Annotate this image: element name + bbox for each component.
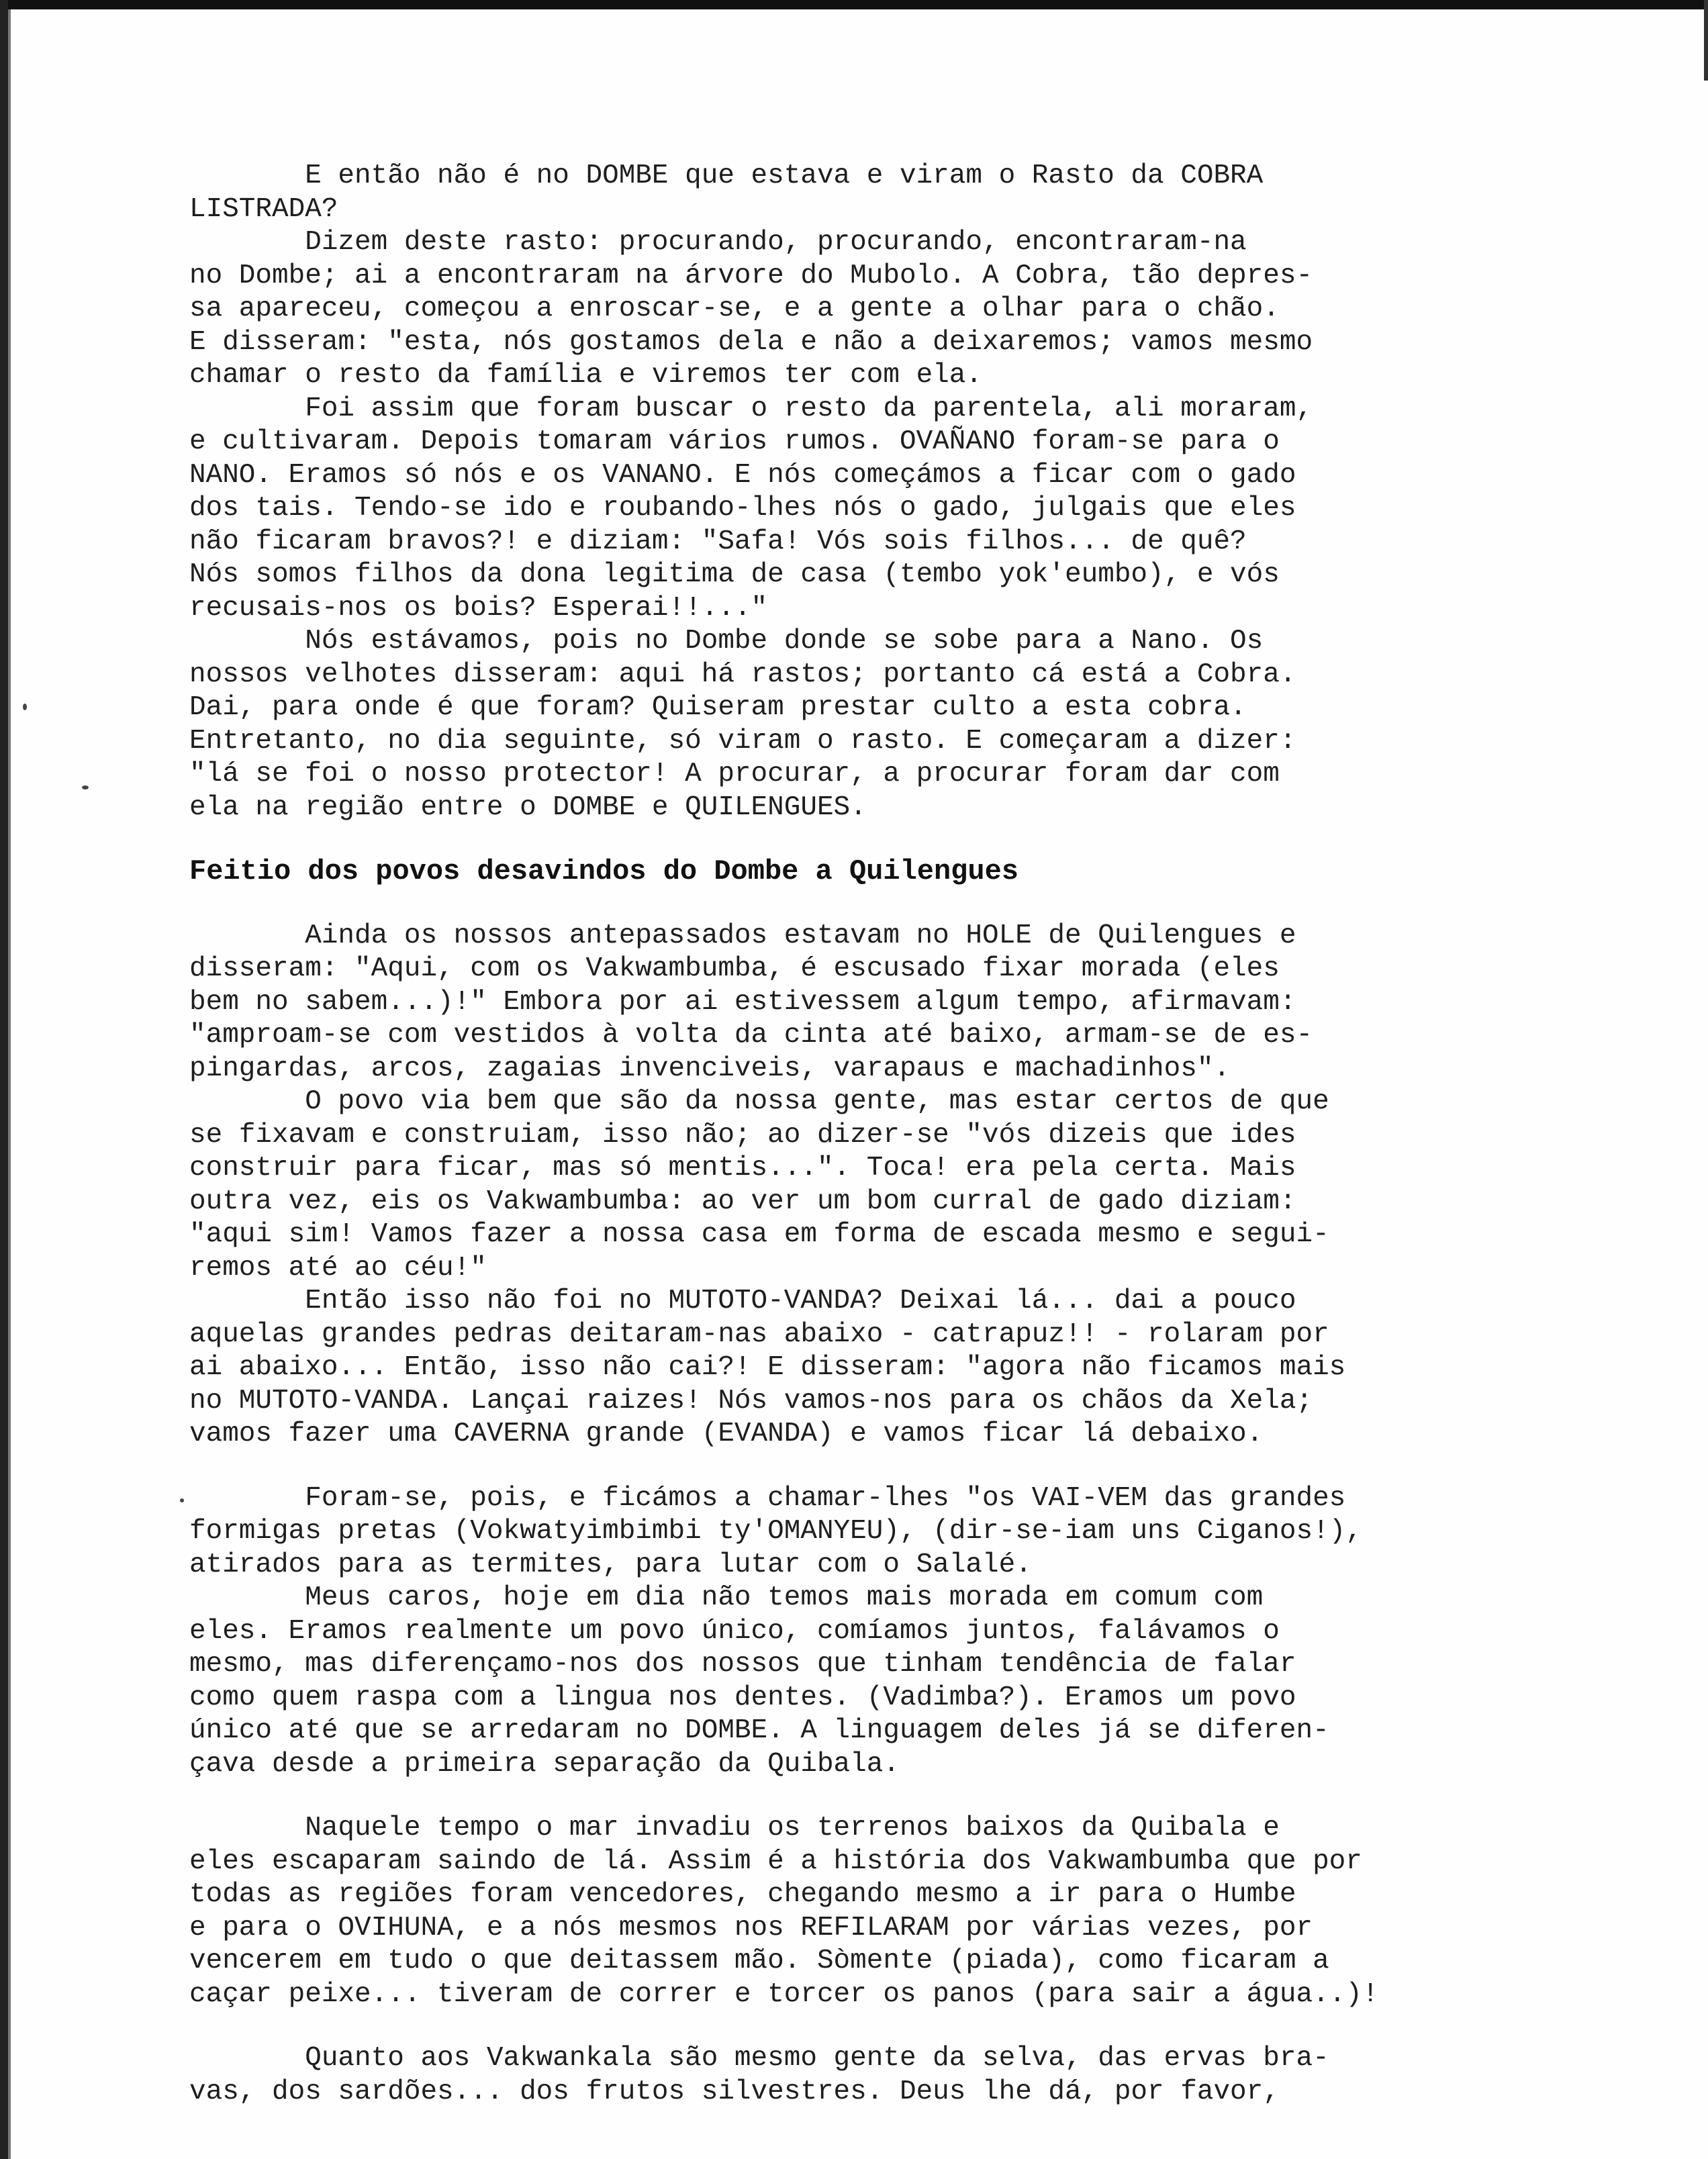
document-body (189, 160, 1653, 2109)
page-top-border (0, 0, 1708, 9)
section-heading: Feitio dos povos desavindos do Dombe a Quilengues (189, 855, 1019, 887)
paragraph: Foi assim que foram buscar o resto da parentela, ali moraram, e cultivaram. Depois tomaram vários rumos. OVAÑANO foram-se para o NANO. Eramos só nós e os VANANO. E nós começámos a ficar com o gado dos tais. Tendo-se ido e roubando-lhes nós o gado, julgais que eles não ficaram bravos?! e diziam: "Safa! Vós sois filhos... de quê? Nós somos filhos da dona legitima de casa (tembo yok'eumbo), e vós recusais-nos os bois? Esperai!!..." (189, 393, 1313, 624)
paragraph: O povo via bem que são da nossa gente, mas estar certos de que se fixavam e construiam, isso não; ao dizer-se "vós dizeis que ides construir para ficar, mas só mentis...". Toca! era pela certa. Mais outra vez, eis os Vakwambumba: ao ver um bom curral de gado diziam: "aqui sim! Vamos fazer a nossa casa em forma de escada mesmo e segui- remos até ao céu!" (189, 1086, 1329, 1284)
scan-speck (23, 704, 27, 710)
paragraph: Quanto aos Vakwankala são mesmo gente da selva, das ervas bra- vas, dos sardões... dos frutos silvestres. Deus lhe dá, por favor, (189, 2043, 1329, 2107)
paragraph: Foram-se, pois, e ficámos a chamar-lhes "os VAI-VEM das grandes formigas pretas (Vokwatyimbimbi ty'OMANYEU), (dir-se-iam uns Ciganos!), atirados para as termites, para lutar com o Salalé. (189, 1482, 1362, 1580)
page-left-border (0, 0, 8, 2159)
paragraph: Meus caros, hoje em dia não temos mais morada em comum com eles. Eramos realmente um povo único, comíamos juntos, falávamos o mesmo, mas diferençamo-nos dos nossos que tinham tendência de falar como quem raspa com a lingua nos dentes. (Vadimba?). Eramos um povo único até que se arredaram no DOMBE. A linguagem deles já se diferen- çava desde a primeira separação da Quibala. (189, 1582, 1329, 1780)
paragraph: Ainda os nossos antepassados estavam no HOLE de Quilengues e disseram: "Aqui, com os Vakwambumba, é escusado fixar morada (eles bem no sabem...)!" Embora por ai estivessem algum tempo, afirmavam: "amproam-se com vestidos à volta da cinta até baixo, armam-se de es- pingardas, arcos, zagaias invenciveis, varapaus e machadinhos". (189, 920, 1313, 1084)
paragraph: Dizem deste rasto: procurando, procurando, encontraram-na no Dombe; ai a encontraram na árvore do Mubolo. A Cobra, tão depres- sa apareceu, começou a enroscar-se, e a gente a olhar para o chão. E disseram: "esta, nós gostamos dela e não a deixaremos; vamos mesmo chamar o resto da família e viremos ter com ela. (189, 227, 1313, 391)
paragraph: Naquele tempo o mar invadiu os terrenos baixos da Quibala e eles escaparam saindo de lá. Assim é a história dos Vakwambumba que por todas as regiões foram vencedores, chegando mesmo a ir para o Humbe e para o OVIHUNA, e a nós mesmos nos REFILARAM por várias vezes, por vencerem em tudo o que deitassem mão. Sòmente (piada), como ficaram a caçar peixe... tiveram de correr e torcer os panos (para sair a água..)! (189, 1813, 1379, 2010)
paragraph: E então não é no DOMBE que estava e viram o Rasto da COBRA LISTRADA? (189, 160, 1264, 225)
page-right-border (1704, 0, 1708, 81)
scan-speck (180, 1498, 184, 1502)
paragraph: Então isso não foi no MUTOTO-VANDA? Deixai lá... dai a pouco aquelas grandes pedras deitaram-nas abaixo - catrapuz!! - rolaram por ai abaixo... Então, isso não cai?! E disseram: "agora não ficamos mais no MUTOTO-VANDA. Lançai raizes! Nós vamos-nos para os chãos da Xela; vamos fazer uma CAVERNA grande (EVANDA) e vamos ficar lá debaixo. (189, 1286, 1346, 1449)
scan-speck (82, 785, 89, 789)
page-left-shadow (8, 9, 11, 2159)
paragraph: Nós estávamos, pois no Dombe donde se sobe para a Nano. Os nossos velhotes disseram: aqui há rastos; portanto cá está a Cobra. Dai, para onde é que foram? Quiseram prestar culto a esta cobra. Entretanto, no dia seguinte, só viram o rasto. E começaram a dizer: "lá se foi o nosso protector! A procurar, a procurar foram dar com ela na região entre o DOMBE e QUILENGUES. (189, 626, 1296, 823)
